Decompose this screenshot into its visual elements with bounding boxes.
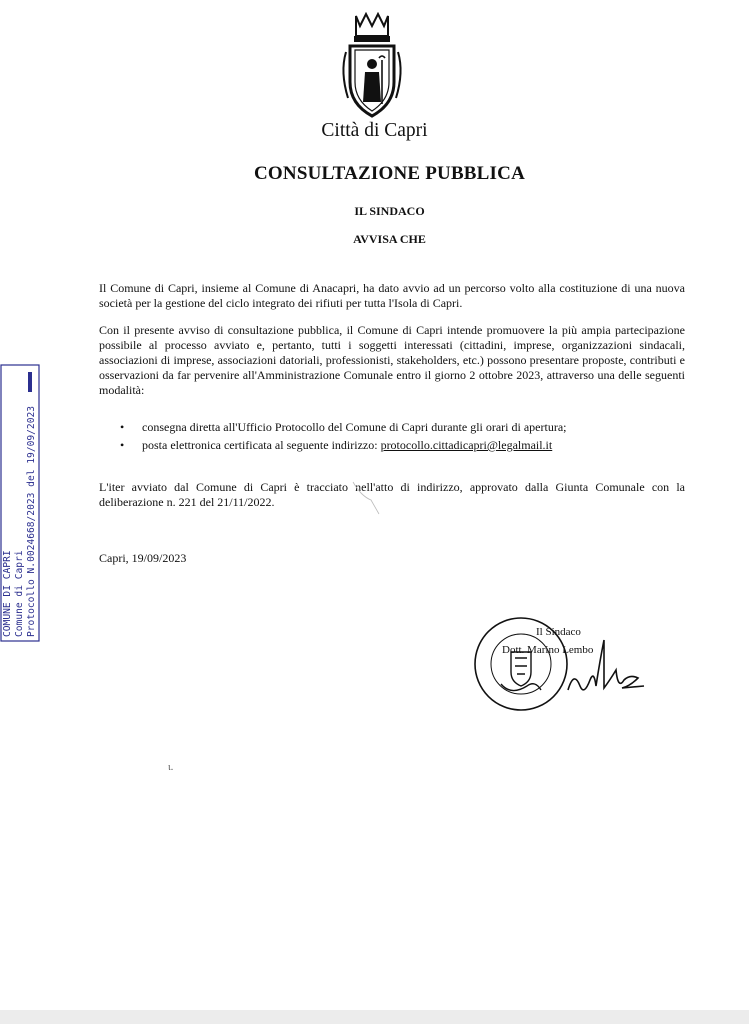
issuer-heading: IL SINDACO bbox=[354, 204, 425, 218]
stamp-line-1: COMUNE DI CAPRI bbox=[2, 550, 13, 637]
protocol-stamp bbox=[2, 406, 38, 637]
signatory-name: Dott. Marino Lembo bbox=[502, 644, 594, 656]
city-name: Città di Capri bbox=[321, 120, 428, 141]
closing-paragraph: L'iter avviato dal Comune di Capri è tracciato nell'atto di indirizzo, approvato dalla Giunta Comunale con la deliberazione n. 221 del 21/11/2022. bbox=[99, 480, 685, 509]
scan-artifact: ι. bbox=[168, 762, 174, 773]
stamp-line-2: Comune di Capri bbox=[14, 550, 25, 637]
notice-heading: AVVISA CHE bbox=[353, 232, 426, 246]
list-item-text: consegna diretta all'Ufficio Protocollo del Comune di Capri durante gli orari di apertura; bbox=[142, 420, 567, 434]
coat-of-arms-icon bbox=[336, 12, 408, 124]
document-date: Capri, 19/09/2023 bbox=[99, 551, 187, 565]
intro-paragraph: Il Comune di Capri, insieme al Comune di Anacapri, ha dato avvio ad un percorso volto alla costituzione di una nuova società per la gestione del ciclo integrato dei rifiuti per tutta l'Isola di Capri. bbox=[99, 281, 685, 310]
pec-email-link[interactable]: protocollo.cittadicapri@legalmail.it bbox=[380, 438, 553, 452]
consultation-paragraph: Con il presente avviso di consultazione pubblica, il Comune di Capri intende promuovere la più ampia partecipazione possibile al processo avviato e, pertanto, tutti i soggetti interessati (cittadini, imprese, organizzazioni sindacali, associazioni di imprese, associazioni datoriali, professionisti, stakeholders, etc.) possono presentare proposte, contributi e osservazioni da far pervenire all'Amministrazione Comunale entro il giorno 2 ottobre 2023, attraverso una delle seguenti modalità: bbox=[99, 323, 685, 397]
list-item bbox=[120, 436, 566, 454]
pen-mark-icon bbox=[351, 478, 381, 518]
submission-methods-list bbox=[120, 418, 566, 454]
document-title: CONSULTAZIONE PUBBLICA bbox=[254, 163, 525, 184]
list-item bbox=[120, 418, 566, 436]
list-item-text: posta elettronica certificata al seguente indirizzo: bbox=[142, 438, 381, 452]
signatory-title: Il Sindaco bbox=[536, 626, 581, 638]
handwritten-signature-icon bbox=[560, 630, 650, 710]
page-bottom-edge bbox=[0, 1010, 749, 1024]
stamp-line-3: Protocollo N.0024668/2023 del 19/09/2023 bbox=[26, 405, 37, 637]
